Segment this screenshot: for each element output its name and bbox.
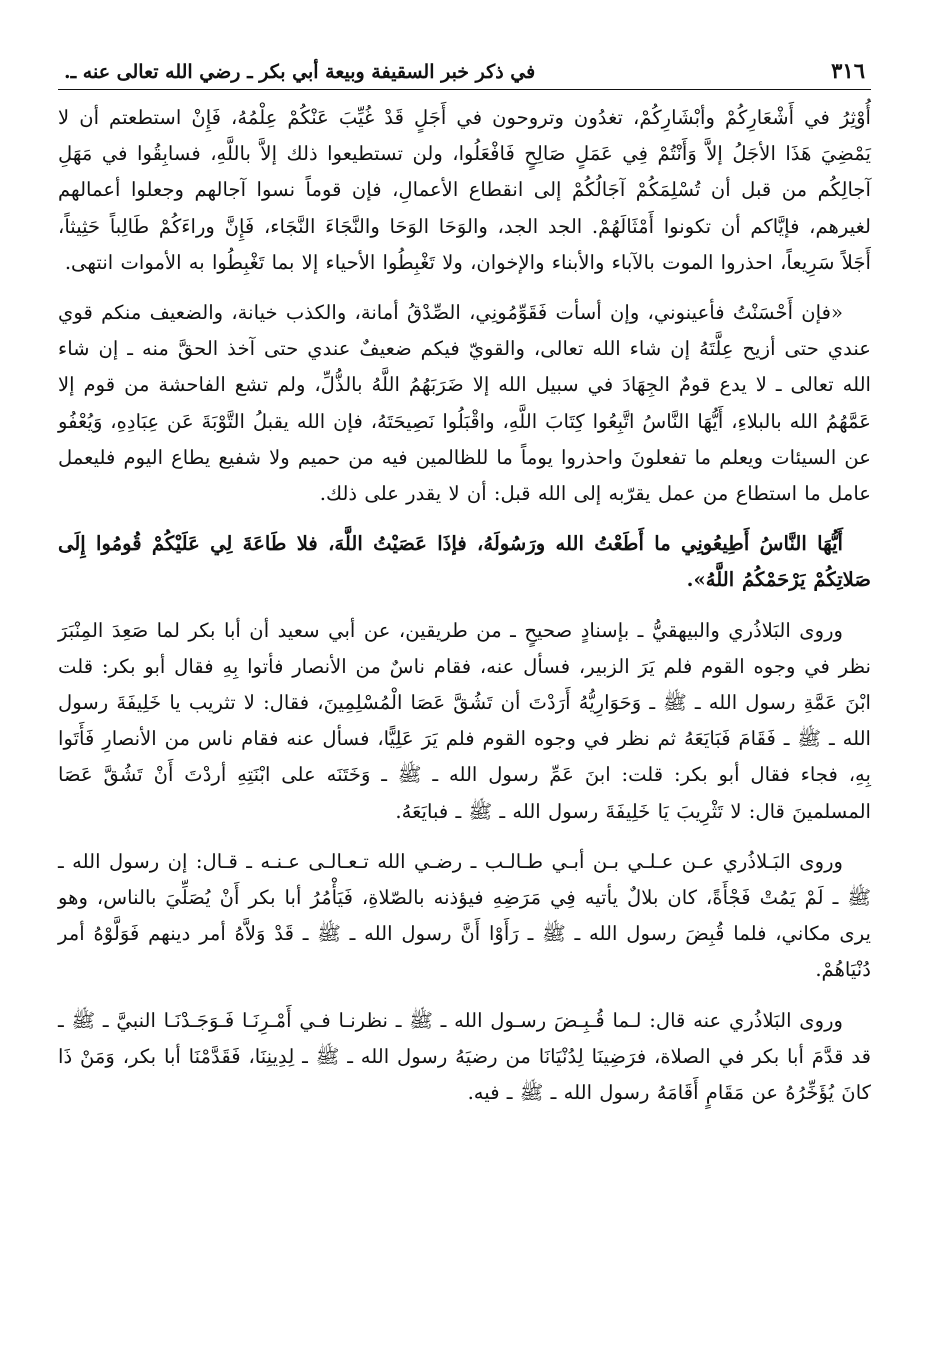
paragraph-sermon-closing: أَيُّهَا النَّاسُ أَطِيعُونِي ما أَطَعْتُ الله ورَسُولَهُ، فإذَا عَصَيْتُ اللَّهَ، فلا طَاعَةَ لِي عَلَيْكُمْ قُومُوا إِلَى صَلاتِكُمْ يَرْحَمْكُمُ اللَّهُ». — [58, 532, 871, 592]
paragraph-continuation: أُوْثِرُ في أَشْعَارِكُمْ وأبْشَارِكُمْ، تغدُون وتروحون في أَجَلٍ قَدْ غُيِّبَ عَنْكُمْ عِلْمُهُ، فَإِنْ استطعتم أن لا يَمْضِيَ هَذَا الأجَلُ إلاَّ وَأَنْتُمْ فِي عَمَلٍ صَالِحٍ فَافْعَلُوا، ولن تستطيعوا ذلك إلاَّ باللَّهِ، فسابِقُوا في مَهَلِ آجالِكُم من قبل أن تُسْلِمَكُمْ آجَالُكُمْ إلى انقطاع الأعمالِ، فإن قوماً نسوا آجالهم وجعلوا أعمالهم لغيرهم، فإيَّاكم أن تكونوا أَمْثَالَهُمْ. الجد الجد، والوَحَا الوَحَا والنَّجَاءَ النَّجَاء، فَإِنَّ وراءَكُمْ طَالِباً حَثِيثاً، أَجَلاً سَرِيعاً، احذروا الموت بالآباء والأبناء والإخوان، ولا تَغْبِطُوا الأحياء إلا بما تَغْبِطُوا به الأموات انتهى. — [58, 106, 871, 274]
running-header — [58, 58, 871, 90]
paragraph-baladhuri-prayer: وروى البَلاذُري عنه قال: لـما قُـبِـضَ رسـول الله ـ ﷺ ـ نظرنـا فـي أَمْـرِنَـا فَـوَجَـدْنَـا النبيَّ ـ ﷺ ـ قد قدَّمَ أبا بكر في الصلاة، فرَضِينَا لِدُنْيَانَا من رضيَهُ رسول الله ـ ﷺ ـ لِدِينِنَا، فَقَدَّمْنَا أبا بكر، وَمَنْ ذَا كانَ يُؤَخِّرُهُ عن مَقَامٍ أَقَامَهُ رسول الله ـ ﷺ ـ فيه. — [58, 1008, 871, 1105]
page-number: ٣١٦ — [831, 58, 865, 83]
running-title: في ذكر خبر السقيفة وبيعة أبي بكر ـ رضي الله تعالى عنه ـ. — [64, 61, 536, 83]
paragraph-baladhuri-bayhaqi: وروى البَلاذُري والبيهقيُّ ـ بإسنادٍ صحيحٍ ـ من طريقين، عن أبي سعيد أن أبا بكر لما صَعِدَ المِنْبَرَ نظر في وجوه القوم فلم يَرَ الزبير، فسأل عنه، فقام ناسٌ من الأنصار فأتوا بِهِ فقال أبو بكر: قلت ابْنَ عَمَّةِ رسول الله ـ ﷺ ـ وَحَوَارِيُّهُ أَرَدْتَ أن تَشُقَّ عَصَا الْمُسْلِمِينَ، فقال: لا تثريب يا خَلِيفَةَ رسول الله ـ ﷺ ـ فَقَامَ فَبَايَعَهُ ثم نظر في وجوه القوم فلم يَرَ عَلِيًّا، فسأل عنه فقام ناس من الأنصارِ فَأَتَوا بِهِ، فجاء فقال أبو بكر: قلت: ابنَ عَمِّ رسول الله ـ ﷺ ـ وَخَتَنَه على ابْنَتِهِ أردْتَ أَنْ تَشُقَّ عَصَا المسلمينَ قال: لا تَثْرِيبَ يَا خَلِيفَةَ رسول الله ـ ﷺ ـ فبايَعَهُ. — [58, 618, 871, 823]
paragraph-sermon: «فإن أَحْسَنْتُ فأعينوني، وإن أسأت فَقَوِّمُونِي، الصِّدْقُ أمانة، والكذب خيانة، والضعيف منكم قوي عندي حتى أزيح عِلَّتَهُ إن شاء الله تعالى، والقويّ فيكم ضعيفٌ عندي حتى آخذ الحقَّ منه ـ إن شاء الله تعالى ـ لا يدع قومٌ الجِهَادَ في سبيل الله إلا ضَرَبَهُمُ اللَّهُ بالذُّلِّ، ولم تشع الفاحشة من قوم إلا عَمَّهُمُ الله بالبلاءِ، أَيُّهَا النَّاسُ اتَّبِعُوا كِتَابَ اللَّهِ، واقْبَلُوا نَصِيحَتَهُ، فإن الله يقبلُ التَّوْبَةَ عَن عِبَادِهِ، وَيُعْفُو عن السيئات ويعلم ما تفعلونَ واحذروا يوماً ما للظالمين فيه من حميم ولا شفيع يطاع اليوم فليعمل عامل ما استطاع من عمل يقرّبه إلى الله قبل: أن لا يقدر على ذلك. — [58, 301, 871, 506]
page-body — [58, 100, 871, 1111]
paragraph-baladhuri-ali: وروى البَـلاذُري عـن عـلـي بـن أبـي طـالـب ـ رضـي الله تـعـالـى عـنـه ـ قـال: إن رسول الله ـ ﷺ ـ لَمْ يَمُتْ فَجْأَةً، كان بلالٌ يأتيه فِي مَرَضِهِ فيؤذنه بالصّلاةِ، فَيَأْمُرُ أبا بكر أَنْ يُصَلِّيَ بالناس، وهو يرى مكاني، فلما قُبِضَ رسول الله ـ ﷺ ـ رَأَوْا أَنَّ رسول الله ـ ﷺ ـ قَدْ وَلاَّهُ أمر دينهم فَوَلَّوْهُ أمر دُنْيَاهُمْ. — [58, 849, 871, 982]
